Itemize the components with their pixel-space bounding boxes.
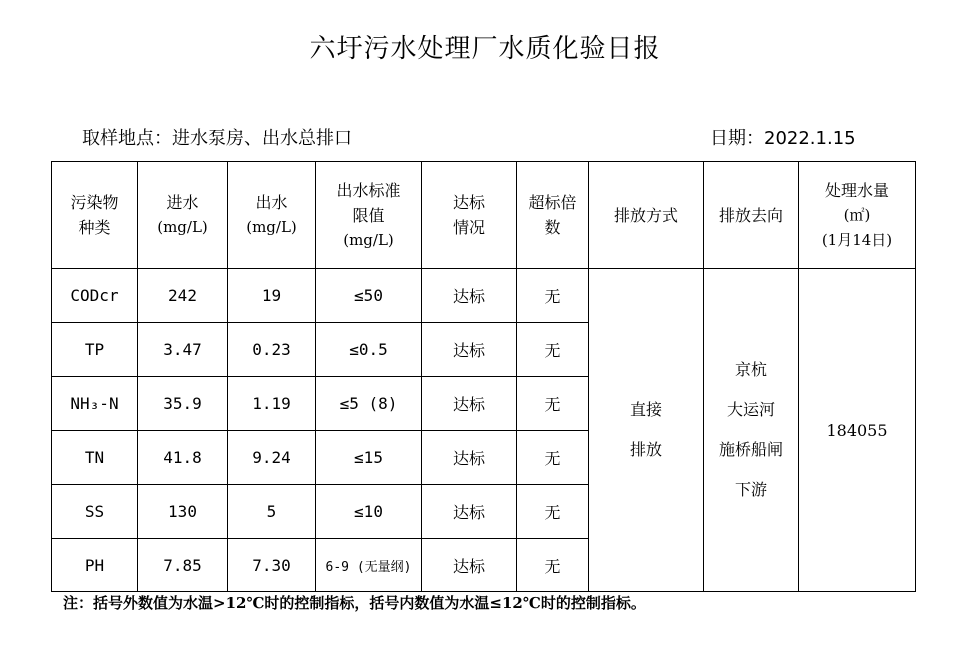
limit-cell: ≤10 (316, 485, 422, 539)
report-date: 日期：2022.1.15 (710, 128, 856, 149)
report-title: 六圩污水处理厂水质化验日报 (309, 34, 661, 64)
outflow-cell: 1.19 (228, 377, 316, 431)
header-pollutant: 污染物 种类 (52, 162, 138, 269)
outflow-cell: 7.30 (228, 539, 316, 592)
outflow-cell: 5 (228, 485, 316, 539)
header-compliance: 达标 情况 (422, 162, 517, 269)
pollutant-cell: CODcr (52, 269, 138, 323)
compliance-cell: 达标 (422, 539, 517, 592)
inflow-cell: 35.9 (138, 377, 228, 431)
pollutant-cell: TP (52, 323, 138, 377)
outflow-cell: 19 (228, 269, 316, 323)
pollutant-cell: TN (52, 431, 138, 485)
limit-cell: ≤50 (316, 269, 422, 323)
outflow-cell: 0.23 (228, 323, 316, 377)
inflow-cell: 41.8 (138, 431, 228, 485)
table-row (52, 269, 916, 323)
discharge-method-cell: 直接 排放 (589, 269, 704, 592)
pollutant-cell: NH₃-N (52, 377, 138, 431)
header-discharge-method: 排放方式 (589, 162, 704, 269)
volume-value: 184055 (799, 269, 916, 592)
header-limit: 出水标准 限值 (mg/L) (316, 162, 422, 269)
limit-cell: 6-9 (无量纲) (316, 539, 422, 592)
header-outflow: 出水 (mg/L) (228, 162, 316, 269)
exceed-cell: 无 (517, 431, 589, 485)
compliance-cell: 达标 (422, 269, 517, 323)
header-inflow: 进水 (mg/L) (138, 162, 228, 269)
header-exceed: 超标倍 数 (517, 162, 589, 269)
exceed-cell: 无 (517, 485, 589, 539)
header-row (52, 162, 916, 269)
compliance-cell: 达标 (422, 323, 517, 377)
inflow-cell: 7.85 (138, 539, 228, 592)
water-quality-table (51, 161, 916, 592)
sampling-location: 取样地点：进水泵房、出水总排口 (82, 128, 352, 149)
pollutant-cell: PH (52, 539, 138, 592)
discharge-destination-cell: 京杭 大运河 施桥船闸 下游 (704, 269, 799, 592)
inflow-cell: 242 (138, 269, 228, 323)
compliance-cell: 达标 (422, 485, 517, 539)
exceed-cell: 无 (517, 539, 589, 592)
limit-cell: ≤5 (8) (316, 377, 422, 431)
inflow-cell: 130 (138, 485, 228, 539)
outflow-cell: 9.24 (228, 431, 316, 485)
compliance-cell: 达标 (422, 431, 517, 485)
inflow-cell: 3.47 (138, 323, 228, 377)
pollutant-cell: SS (52, 485, 138, 539)
limit-cell: ≤0.5 (316, 323, 422, 377)
footnote: 注：括号外数值为水温>12℃时的控制指标，括号内数值为水温≤12℃时的控制指标。 (63, 594, 646, 612)
compliance-cell: 达标 (422, 377, 517, 431)
limit-cell: ≤15 (316, 431, 422, 485)
exceed-cell: 无 (517, 323, 589, 377)
header-volume: 处理水量 (㎡) (1月14日) (799, 162, 916, 269)
header-discharge-destination: 排放去向 (704, 162, 799, 269)
exceed-cell: 无 (517, 377, 589, 431)
exceed-cell: 无 (517, 269, 589, 323)
